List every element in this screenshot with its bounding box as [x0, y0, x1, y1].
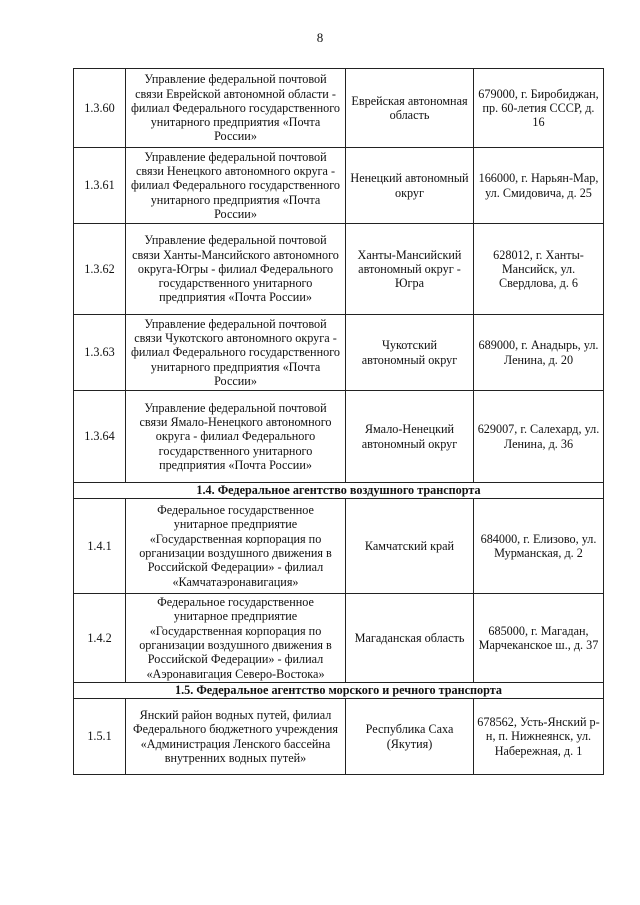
address: 684000, г. Елизово, ул. Мурманская, д. 2 — [474, 499, 604, 594]
table-row — [74, 699, 604, 775]
organization-name: Федеральное государственное унитарное предприятие «Государственная корпорация по организации воздушного движения в Российской Федерации» - филиал «Аэронавигация Северо-Востока» — [126, 594, 346, 683]
organization-name: Янский район водных путей, филиал Федерального бюджетного учреждения «Администрация Ленского бассейна внутренних водных путей» — [126, 699, 346, 775]
address: 678562, Усть-Янский р-н, п. Нижнеянск, ул. Набережная, д. 1 — [474, 699, 604, 775]
address: 628012, г. Ханты-Мансийск, ул. Свердлова, д. 6 — [474, 224, 604, 315]
organization-name: Управление федеральной почтовой связи Ханты-Мансийского автономного округа-Югры - филиал Федерального государственного унитарного предприятия «Почта России» — [126, 224, 346, 315]
address: 166000, г. Нарьян-Мар, ул. Смидовича, д. 25 — [474, 148, 604, 224]
address: 689000, г. Анадырь, ул. Ленина, д. 20 — [474, 315, 604, 391]
table-row — [74, 391, 604, 483]
region-name: Ханты-Мансийский автономный округ - Югра — [346, 224, 474, 315]
region-name: Чукотский автономный округ — [346, 315, 474, 391]
table-row — [74, 499, 604, 594]
region-name: Магаданская область — [346, 594, 474, 683]
table-row — [74, 148, 604, 224]
row-number: 1.4.2 — [74, 594, 126, 683]
address: 685000, г. Магадан, Марчеканское ш., д. 37 — [474, 594, 604, 683]
table-row — [74, 315, 604, 391]
region-name: Камчатский край — [346, 499, 474, 594]
address: 679000, г. Биробиджан, пр. 60-летия СССР, д. 16 — [474, 69, 604, 148]
region-name: Ямало-Ненецкий автономный округ — [346, 391, 474, 483]
row-number: 1.3.61 — [74, 148, 126, 224]
row-number: 1.3.62 — [74, 224, 126, 315]
row-number: 1.3.63 — [74, 315, 126, 391]
table-row — [74, 69, 604, 148]
row-number: 1.5.1 — [74, 699, 126, 775]
region-name: Республика Саха (Якутия) — [346, 699, 474, 775]
page-number: 8 — [316, 30, 324, 45]
agencies-table — [73, 68, 604, 775]
row-number: 1.3.60 — [74, 69, 126, 148]
section-row — [74, 483, 604, 499]
organization-name: Управление федеральной почтовой связи Ненецкого автономного округа - филиал Федерального государственного унитарного предприятия «Почта России» — [126, 148, 346, 224]
address: 629007, г. Салехард, ул. Ленина, д. 36 — [474, 391, 604, 483]
region-name: Ненецкий автономный округ — [346, 148, 474, 224]
table-row — [74, 594, 604, 683]
section-title: 1.4. Федеральное агентство воздушного транспорта — [74, 483, 604, 499]
row-number: 1.3.64 — [74, 391, 126, 483]
region-name: Еврейская автономная область — [346, 69, 474, 148]
organization-name: Управление федеральной почтовой связи Еврейской автономной области - филиал Федерального государственного унитарного предприятия «Почта России» — [126, 69, 346, 148]
table-row — [74, 224, 604, 315]
organization-name: Федеральное государственное унитарное предприятие «Государственная корпорация по организации воздушного движения в Российской Федерации» - филиал «Камчатаэронавигация» — [126, 499, 346, 594]
section-row — [74, 683, 604, 699]
organization-name: Управление федеральной почтовой связи Ямало-Ненецкого автономного округа - филиал Федерального государственного унитарного предприятия «Почта России» — [126, 391, 346, 483]
section-title: 1.5. Федеральное агентство морского и речного транспорта — [74, 683, 604, 699]
row-number: 1.4.1 — [74, 499, 126, 594]
organization-name: Управление федеральной почтовой связи Чукотского автономного округа - филиал Федерального государственного унитарного предприятия «Почта России» — [126, 315, 346, 391]
